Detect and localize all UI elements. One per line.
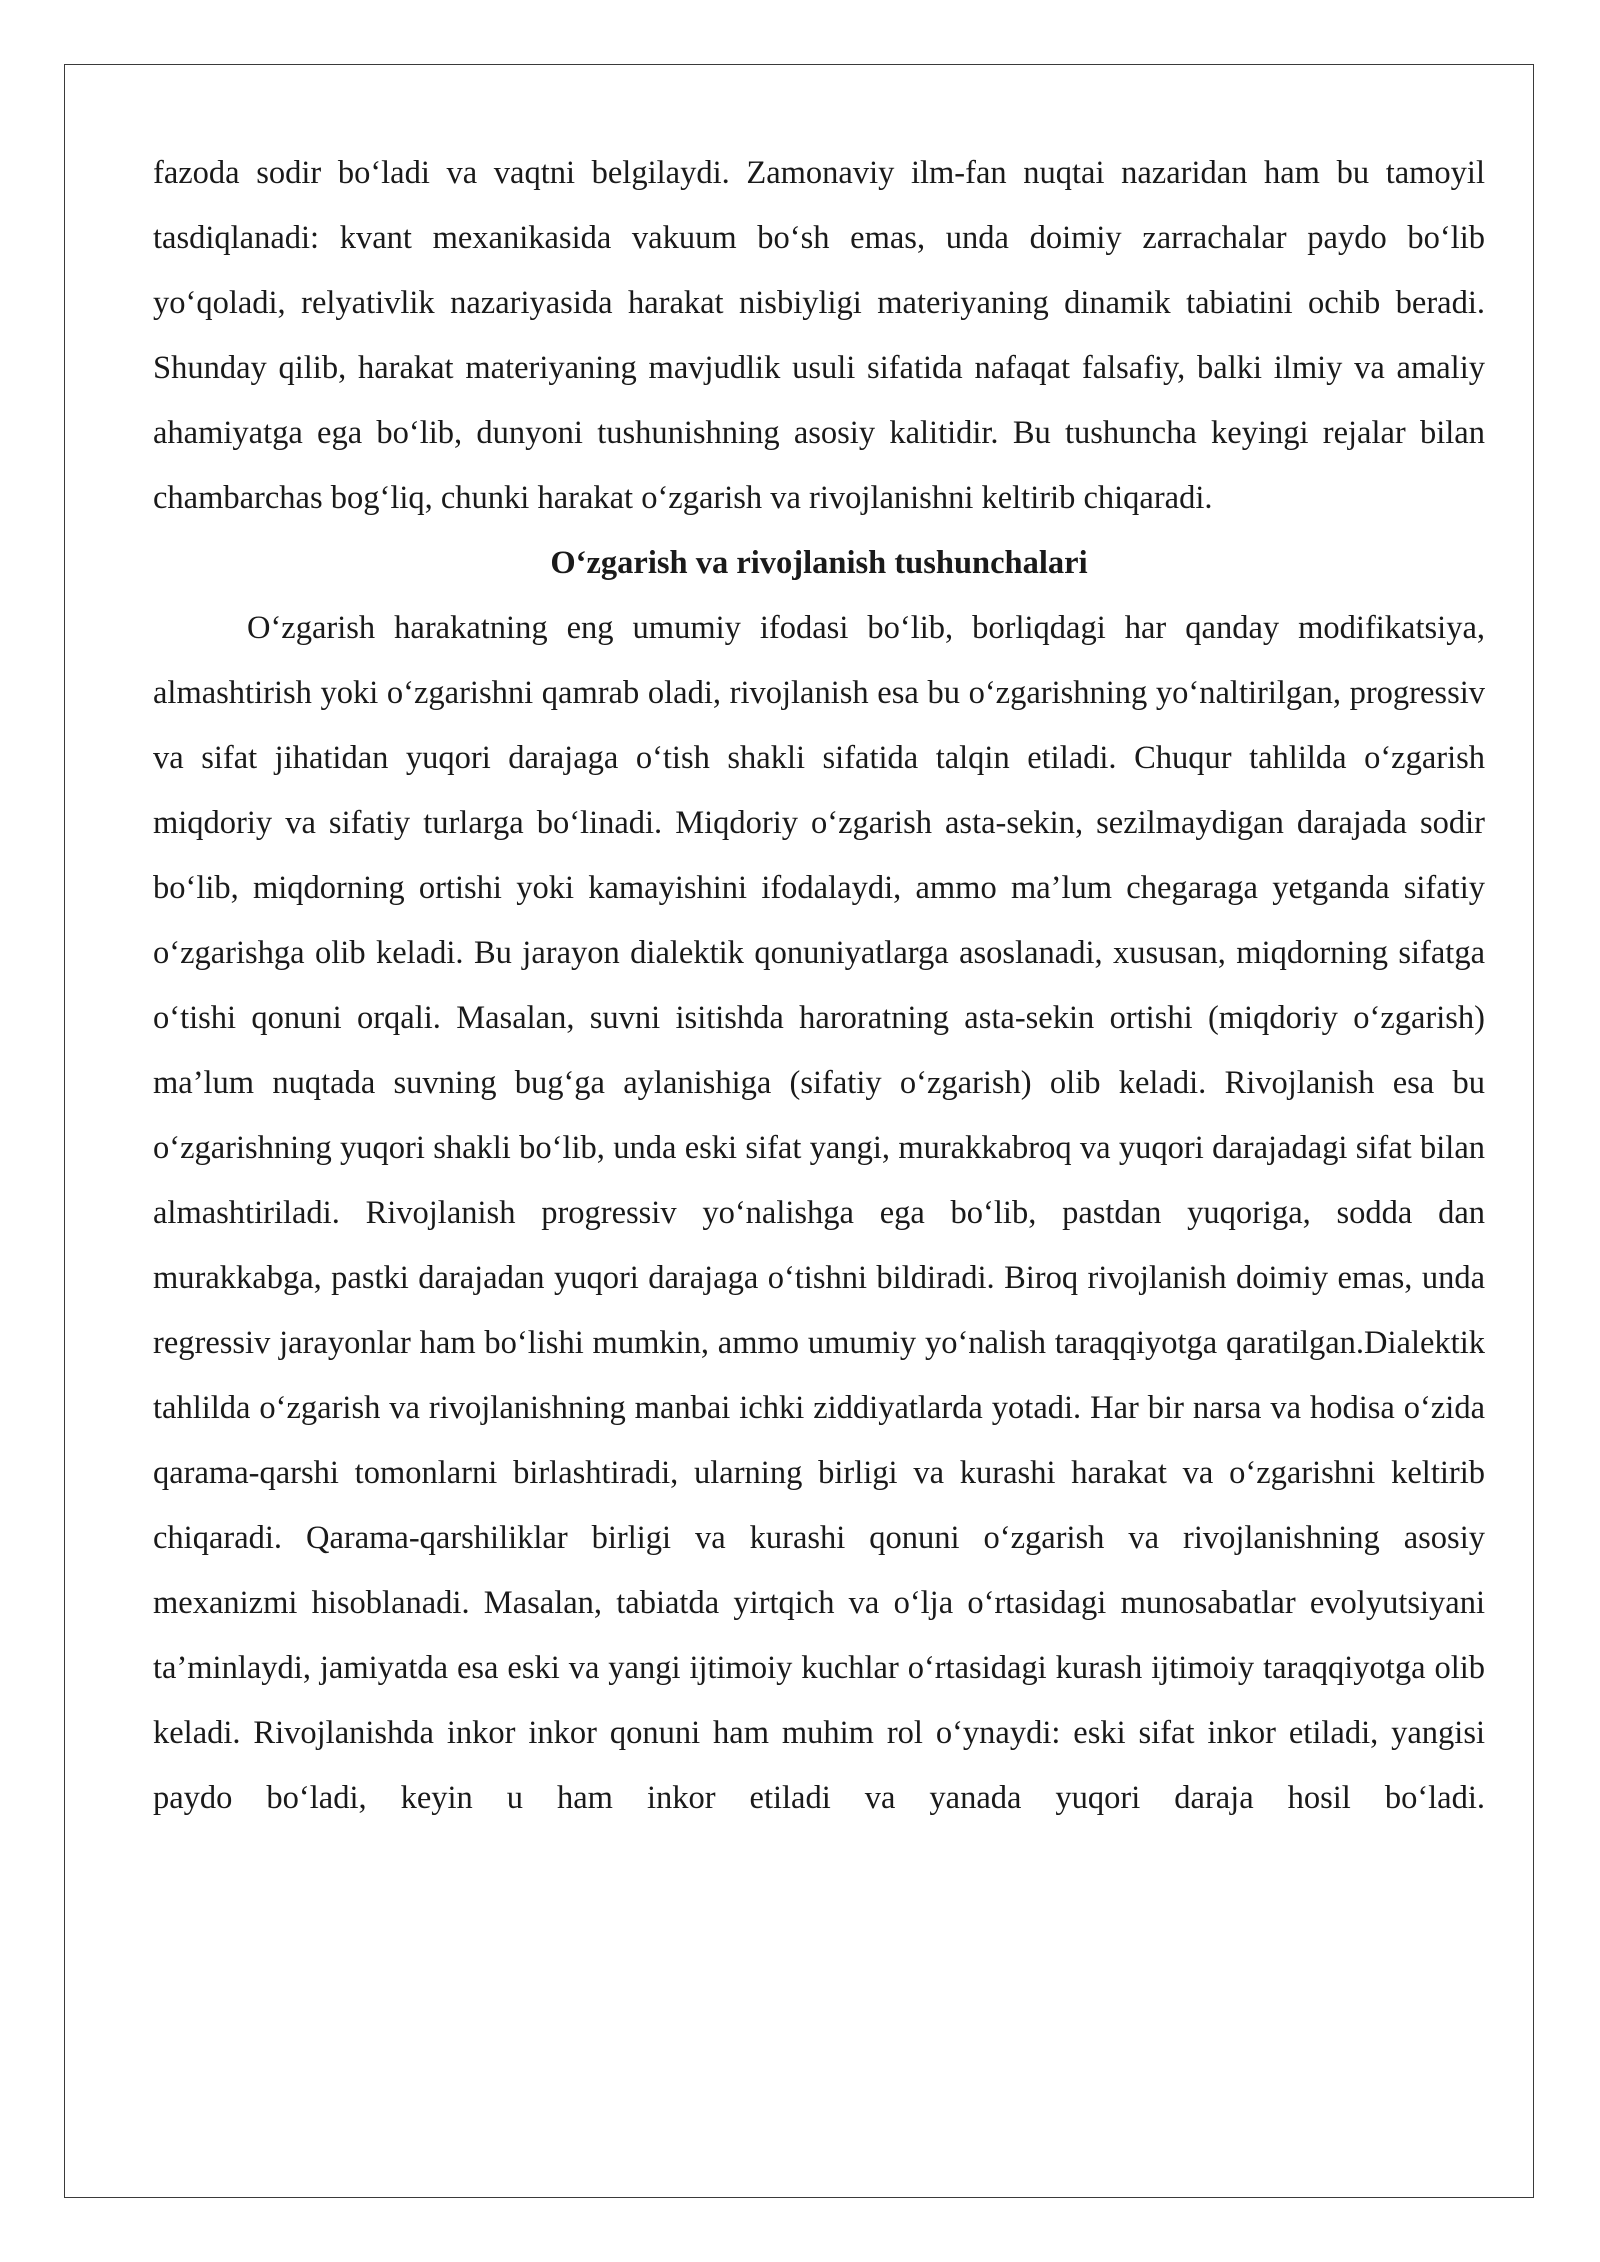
section-heading: O‘zgarish va rivojlanish tushunchalari (550, 545, 1088, 581)
document-body (153, 141, 1485, 1831)
paragraph-intro: fazoda sodir bo‘ladi va vaqtni belgilaydi. Zamonaviy ilm-fan nuqtai nazaridan ham bu tamoyil tasdiqlanadi: kvant mexanikasida vakuum bo‘sh emas, unda doimiy zarrachalar paydo bo‘lib yo‘qoladi, relyativlik nazariyasida harakat nisbiyligi materiyaning dinamik tabiatini ochib beradi. Shunday qilib, harakat materiyaning mavjudlik usuli sifatida nafaqat falsafiy, balki ilmiy va amaliy ahamiyatga ega bo‘lib, dunyoni tushunishning asosiy kalitidir. Bu tushuncha keyingi rejalar bilan chambarchas bog‘liq, chunki harakat o‘zgarish va rivojlanishni keltirib chiqaradi. (153, 155, 1485, 516)
paragraph-main: O‘zgarish harakatning eng umumiy ifodasi bo‘lib, borliqdagi har qanday modifikatsiya, almashtirish yoki o‘zgarishni qamrab oladi, rivojlanish esa bu o‘zgarishning yo‘naltirilgan, progressiv va sifat jihatidan yuqori darajaga o‘tish shakli sifatida talqin etiladi. Chuqur tahlilda o‘zgarish miqdoriy va sifatiy turlarga bo‘linadi. Miqdoriy o‘zgarish asta-sekin, sezilmaydigan darajada sodir bo‘lib, miqdorning ortishi yoki kamayishini ifodalaydi, ammo ma’lum chegaraga yetganda sifatiy o‘zgarishga olib keladi. Bu jarayon dialektik qonuniyatlarga asoslanadi, xususan, miqdorning sifatga o‘tishi qonuni orqali. Masalan, suvni isitishda haroratning asta-sekin ortishi (miqdoriy o‘zgarish) ma’lum nuqtada suvning bug‘ga aylanishiga (sifatiy o‘zgarish) olib keladi. Rivojlanish esa bu o‘zgarishning yuqori shakli bo‘lib, unda eski sifat yangi, murakkabroq va yuqori darajadagi sifat bilan almashtiriladi. Rivojlanish progressiv yo‘nalishga ega bo‘lib, pastdan yuqoriga, sodda dan murakkabga, pastki darajadan yuqori darajaga o‘tishni bildiradi. Biroq rivojlanish doimiy emas, unda regressiv jarayonlar ham bo‘lishi mumkin, ammo umumiy yo‘nalish taraqqiyotga qaratilgan.Dialektik tahlilda o‘zgarish va rivojlanishning manbai ichki ziddiyatlarda yotadi. Har bir narsa va hodisa o‘zida qarama-qarshi tomonlarni birlashtiradi, ularning birligi va kurashi harakat va o‘zgarishni keltirib chiqaradi. Qarama-qarshiliklar birligi va kurashi qonuni o‘zgarish va rivojlanishning asosiy mexanizmi hisoblanadi. Masalan, tabiatda yirtqich va o‘lja o‘rtasidagi munosabatlar evolyutsiyani ta’minlaydi, jamiyatda esa eski va yangi ijtimoiy kuchlar o‘rtasidagi kurash ijtimoiy taraqqiyotga olib keladi. Rivojlanishda inkor inkor qonuni ham muhim rol o‘ynaydi: eski sifat inkor etiladi, yangisi paydo bo‘ladi, keyin u ham inkor etiladi va yanada yuqori daraja hosil bo‘ladi. (153, 610, 1485, 1816)
